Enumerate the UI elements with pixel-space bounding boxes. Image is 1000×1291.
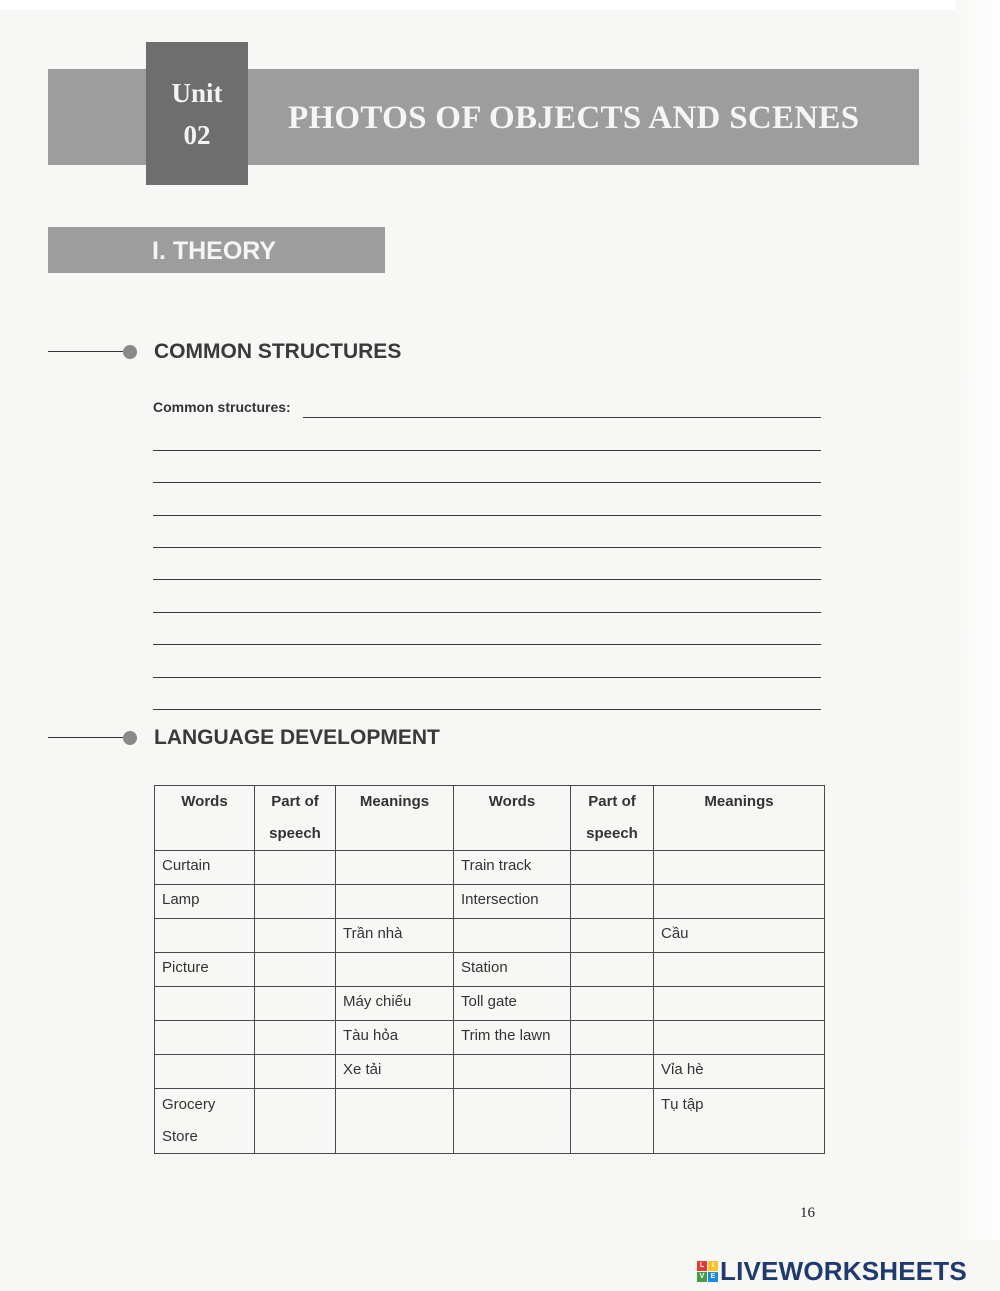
table-row bbox=[155, 919, 825, 953]
table-cell[interactable]: Trim the lawn bbox=[454, 1021, 571, 1055]
writing-line[interactable] bbox=[153, 579, 821, 580]
column-header-part-of-speech: Part of speech bbox=[255, 786, 336, 851]
vocabulary-table bbox=[154, 785, 825, 1154]
table-cell[interactable] bbox=[255, 1089, 336, 1154]
table-cell[interactable] bbox=[654, 1021, 825, 1055]
writing-line[interactable] bbox=[153, 482, 821, 483]
table-cell[interactable]: Station bbox=[454, 953, 571, 987]
table-cell[interactable] bbox=[571, 1089, 654, 1154]
table-cell[interactable] bbox=[571, 1021, 654, 1055]
table-cell[interactable] bbox=[571, 953, 654, 987]
writing-line[interactable] bbox=[303, 417, 821, 418]
table-cell[interactable] bbox=[255, 851, 336, 885]
common-structures-title: COMMON STRUCTURES bbox=[154, 340, 402, 363]
liveworksheets-logo bbox=[697, 1256, 967, 1286]
column-header-meanings: Meanings bbox=[654, 786, 825, 851]
writing-line[interactable] bbox=[153, 450, 821, 451]
unit-title: PHOTOS OF OBJECTS AND SCENES bbox=[288, 100, 860, 136]
bullet-dot-icon bbox=[123, 345, 137, 359]
column-header-words: Words bbox=[454, 786, 571, 851]
table-cell[interactable]: Train track bbox=[454, 851, 571, 885]
table-row bbox=[155, 1089, 825, 1154]
bullet-dot-icon bbox=[123, 731, 137, 745]
table-cell[interactable] bbox=[571, 987, 654, 1021]
section-theory-heading: I. THEORY bbox=[48, 227, 385, 273]
table-row bbox=[155, 953, 825, 987]
table-cell[interactable]: Trần nhà bbox=[336, 919, 454, 953]
writing-line[interactable] bbox=[153, 515, 821, 516]
table-cell[interactable]: Intersection bbox=[454, 885, 571, 919]
table-cell[interactable] bbox=[654, 885, 825, 919]
writing-line[interactable] bbox=[153, 547, 821, 548]
table-cell[interactable] bbox=[336, 851, 454, 885]
table-cell[interactable] bbox=[454, 1089, 571, 1154]
table-cell[interactable] bbox=[454, 1055, 571, 1089]
writing-line[interactable] bbox=[153, 644, 821, 645]
table-cell[interactable]: Toll gate bbox=[454, 987, 571, 1021]
table-cell[interactable] bbox=[155, 1055, 255, 1089]
column-header-words: Words bbox=[155, 786, 255, 851]
column-header-part-of-speech: Part of speech bbox=[571, 786, 654, 851]
table-cell[interactable]: Picture bbox=[155, 953, 255, 987]
writing-line[interactable] bbox=[153, 612, 821, 613]
table-cell[interactable]: Grocery Store bbox=[155, 1089, 255, 1154]
table-cell[interactable]: Xe tải bbox=[336, 1055, 454, 1089]
liveworksheets-logo-icon: L I V E bbox=[697, 1261, 718, 1282]
table-row bbox=[155, 1021, 825, 1055]
table-row bbox=[155, 987, 825, 1021]
table-cell[interactable] bbox=[454, 919, 571, 953]
table-cell[interactable]: Tàu hỏa bbox=[336, 1021, 454, 1055]
table-cell[interactable] bbox=[255, 987, 336, 1021]
table-cell[interactable] bbox=[255, 1021, 336, 1055]
table-cell[interactable] bbox=[654, 953, 825, 987]
unit-badge bbox=[146, 42, 248, 185]
table-cell[interactable] bbox=[571, 919, 654, 953]
table-cell[interactable] bbox=[255, 919, 336, 953]
table-header-row bbox=[155, 786, 825, 851]
table-cell[interactable] bbox=[571, 851, 654, 885]
table-row bbox=[155, 1055, 825, 1089]
table-cell[interactable]: Tụ tập bbox=[654, 1089, 825, 1154]
table-row bbox=[155, 885, 825, 919]
heading-rule bbox=[48, 351, 123, 352]
table-cell[interactable] bbox=[155, 1021, 255, 1055]
table-cell[interactable] bbox=[654, 851, 825, 885]
table-cell[interactable] bbox=[255, 953, 336, 987]
common-structures-label: Common structures: bbox=[153, 399, 291, 415]
page-number: 16 bbox=[800, 1205, 815, 1221]
table-cell[interactable] bbox=[571, 885, 654, 919]
table-cell[interactable] bbox=[155, 987, 255, 1021]
unit-word: Unit bbox=[171, 77, 223, 108]
table-cell[interactable]: Lamp bbox=[155, 885, 255, 919]
table-cell[interactable]: Vỉa hè bbox=[654, 1055, 825, 1089]
language-development-title: LANGUAGE DEVELOPMENT bbox=[154, 726, 440, 749]
page-right-edge bbox=[955, 0, 1000, 1240]
column-header-meanings: Meanings bbox=[336, 786, 454, 851]
table-cell[interactable] bbox=[255, 885, 336, 919]
liveworksheets-wordmark: LIVEWORKSHEETS bbox=[720, 1255, 967, 1286]
table-cell[interactable] bbox=[654, 987, 825, 1021]
table-cell[interactable] bbox=[155, 919, 255, 953]
table-cell[interactable] bbox=[336, 953, 454, 987]
table-cell[interactable]: Curtain bbox=[155, 851, 255, 885]
writing-line[interactable] bbox=[153, 709, 821, 710]
table-row bbox=[155, 851, 825, 885]
table-cell[interactable] bbox=[571, 1055, 654, 1089]
writing-line[interactable] bbox=[153, 677, 821, 678]
table-cell[interactable] bbox=[336, 885, 454, 919]
table-cell[interactable] bbox=[255, 1055, 336, 1089]
table-cell[interactable]: Cầu bbox=[654, 919, 825, 953]
unit-number: 02 bbox=[183, 119, 211, 150]
table-cell[interactable] bbox=[336, 1089, 454, 1154]
page-top-edge bbox=[0, 0, 1000, 10]
heading-rule bbox=[48, 737, 123, 738]
table-cell[interactable]: Máy chiếu bbox=[336, 987, 454, 1021]
